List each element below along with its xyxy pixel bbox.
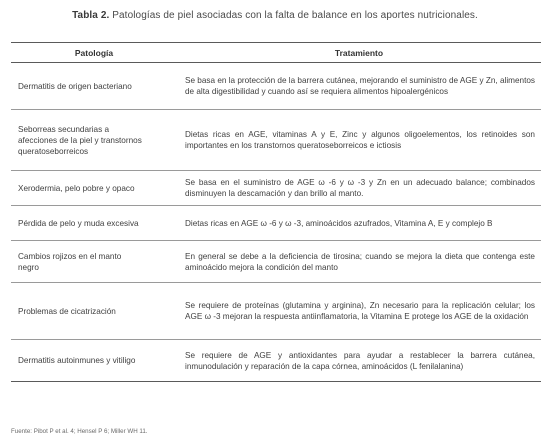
patologia-cell: Problemas de cicatrización: [11, 283, 177, 340]
table-number: Tabla 2.: [72, 10, 110, 21]
patologia-cell: Pérdida de pelo y muda excesiva: [11, 206, 177, 241]
table-title: Patologías de piel asociadas con la falta de balance en los aportes nutricionales.: [109, 10, 478, 21]
table-header-row: [11, 43, 541, 63]
table-row: [11, 110, 541, 171]
tratamiento-cell: Se requiere de AGE y antioxidantes para ayudar a restablecer la barrera cutánea, inmunodulación y reparación de la capa córnea, aminoácidos (L fenilalanina): [177, 340, 541, 382]
tratamiento-cell: Se basa en la protección de la barrera cutánea, mejorando el suministro de AGE y Zn, alimentos de alta digestibilidad y cuando así se requiera alimentos hipoalergénicos: [177, 63, 541, 110]
table-row: [11, 241, 541, 283]
tratamiento-cell: Se requiere de proteínas (glutamina y arginina), Zn necesario para la replicación celular; los AGE ω -3 mejoran la respuesta antiinflamatoria, la Vitamina E protege los AGE de la oxidación: [177, 283, 541, 340]
table-row: [11, 63, 541, 110]
table-source-note: Fuente: Pibot P et al. 4; Hensel P 6; Miller WH 11.: [11, 428, 148, 435]
patologia-cell: Xerodermia, pelo pobre y opaco: [11, 171, 177, 206]
header-tratamiento: Tratamiento: [177, 43, 541, 63]
table-row: [11, 283, 541, 340]
patologia-cell: [11, 241, 177, 283]
header-patologia: Patología: [11, 43, 177, 63]
tratamiento-cell: Dietas ricas en AGE, vitaminas A y E, Zinc y algunos oligoelementos, los retinoides son importantes en los transtornos queratoseborreicos e ictiosis: [177, 110, 541, 171]
tratamiento-cell: En general se debe a la deficiencia de tirosina; cuando se mejora la dieta que contenga este aminoácido mejora la condición del manto: [177, 241, 541, 283]
table-row: [11, 171, 541, 206]
tratamiento-cell: Dietas ricas en AGE ω -6 y ω -3, aminoácidos azufrados, Vitamina A, E y complejo B: [177, 206, 541, 241]
patologia-cell: Dermatitis de origen bacteriano: [11, 63, 177, 110]
pathology-table: [11, 42, 541, 382]
patologia-text: Cambios rojizos en el manto negro: [18, 251, 122, 272]
table-caption: [0, 10, 550, 21]
patologia-cell: [11, 110, 177, 171]
tratamiento-cell: Se basa en el suministro de AGE ω -6 y ω -3 y Zn en un adecuado balance; combinados disminuyen la descamación y dan brillo al manto.: [177, 171, 541, 206]
patologia-cell: Dermatitis autoinmunes y vitiligo: [11, 340, 177, 382]
table-row: [11, 206, 541, 241]
patologia-text: Seborreas secundarias a afecciones de la piel y transtornos queratoseborreicos: [18, 124, 142, 156]
table-row: [11, 340, 541, 382]
